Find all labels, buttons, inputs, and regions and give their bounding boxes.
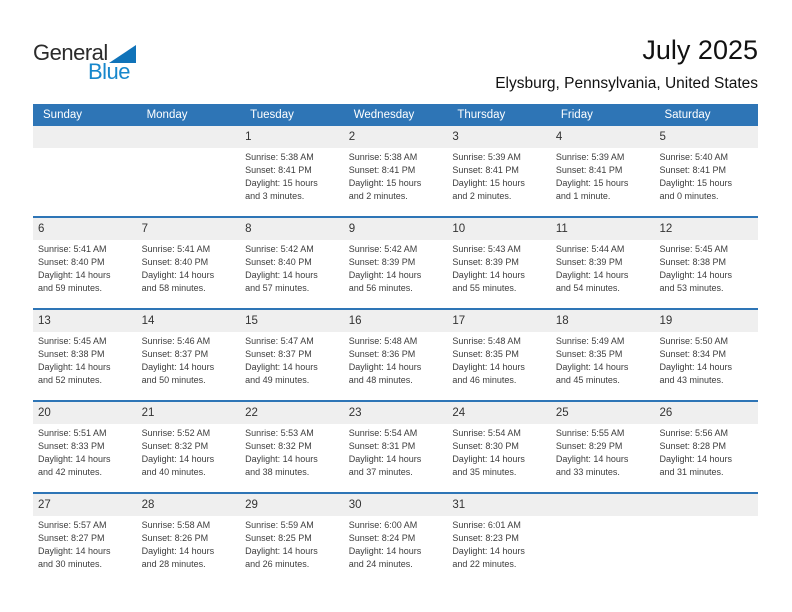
sunrise-text: Sunrise: 5:48 AM — [348, 336, 418, 346]
day-details — [240, 240, 344, 295]
sunrise-text: Sunrise: 6:00 AM — [348, 520, 418, 530]
daylight-hours-text: Daylight: 14 hours — [659, 270, 733, 280]
sunrise-text: Sunrise: 5:42 AM — [245, 244, 314, 254]
day-cell-14 — [137, 310, 241, 387]
sunset-text: Sunset: 8:30 PM — [452, 441, 519, 451]
day-details — [447, 424, 551, 479]
week-row — [33, 216, 758, 308]
sunrise-text: Sunrise: 5:58 AM — [141, 520, 211, 530]
sunrise-text: Sunrise: 5:52 AM — [141, 428, 211, 438]
daylight-hours-text: Daylight: 14 hours — [141, 454, 215, 464]
day-number: 18 — [555, 315, 569, 327]
weekday-header-sunday: Sunday — [43, 109, 83, 121]
day-number: 20 — [38, 407, 51, 419]
week-cells — [33, 310, 758, 387]
daylight-hours-text: Daylight: 14 hours — [452, 362, 525, 372]
daylight-hours-text: Daylight: 14 hours — [245, 362, 318, 372]
daylight-minutes-text: and 52 minutes. — [38, 375, 103, 385]
daylight-minutes-text: and 0 minutes. — [659, 191, 719, 201]
sunset-text: Sunset: 8:38 PM — [659, 257, 727, 267]
daylight-minutes-text: and 55 minutes. — [452, 283, 517, 293]
daylight-minutes-text: and 28 minutes. — [141, 559, 206, 569]
daylight-hours-text: Daylight: 14 hours — [38, 546, 111, 556]
day-details — [551, 332, 655, 387]
day-number: 27 — [38, 499, 51, 511]
daylight-minutes-text: and 35 minutes. — [452, 467, 517, 477]
day-cell-16 — [344, 310, 448, 387]
day-cell-28 — [137, 494, 241, 571]
day-number: 2 — [348, 131, 356, 143]
daylight-minutes-text: and 2 minutes. — [452, 191, 512, 201]
day-details — [654, 240, 758, 295]
daylight-hours-text: Daylight: 14 hours — [555, 454, 629, 464]
daylight-hours-text: Daylight: 15 hours — [555, 178, 629, 188]
sunset-text: Sunset: 8:41 PM — [555, 165, 623, 175]
sunset-text: Sunset: 8:41 PM — [245, 165, 312, 175]
sunrise-text: Sunrise: 5:42 AM — [348, 244, 418, 254]
sunset-text: Sunset: 8:27 PM — [38, 533, 105, 543]
week-row — [33, 126, 758, 216]
daylight-minutes-text: and 2 minutes. — [348, 191, 408, 201]
day-number: 17 — [452, 315, 466, 327]
day-details — [447, 148, 551, 203]
day-details — [654, 424, 758, 479]
sunrise-text: Sunrise: 5:39 AM — [452, 152, 521, 162]
daylight-minutes-text: and 38 minutes. — [245, 467, 310, 477]
sunrise-text: Sunrise: 5:41 AM — [38, 244, 107, 254]
day-details — [33, 424, 137, 479]
day-cell-23 — [344, 402, 448, 479]
sunset-text: Sunset: 8:40 PM — [141, 257, 209, 267]
day-details — [344, 516, 448, 571]
day-cell-25 — [551, 402, 655, 479]
daylight-minutes-text: and 40 minutes. — [141, 467, 206, 477]
daylight-hours-text: Daylight: 14 hours — [38, 270, 111, 280]
sunset-text: Sunset: 8:39 PM — [452, 257, 519, 267]
daylight-minutes-text: and 42 minutes. — [38, 467, 103, 477]
daylight-minutes-text: and 43 minutes. — [659, 375, 724, 385]
sunrise-text: Sunrise: 5:51 AM — [38, 428, 107, 438]
day-number: 9 — [348, 223, 356, 235]
sunset-text: Sunset: 8:39 PM — [555, 257, 623, 267]
daylight-minutes-text: and 54 minutes. — [555, 283, 620, 293]
weekday-header-friday: Friday — [560, 109, 593, 121]
daylight-hours-text: Daylight: 14 hours — [245, 546, 318, 556]
sunrise-text: Sunrise: 5:48 AM — [452, 336, 521, 346]
day-number: 7 — [141, 223, 148, 235]
sunrise-text: Sunrise: 5:49 AM — [555, 336, 625, 346]
sunset-text: Sunset: 8:35 PM — [555, 349, 623, 359]
daylight-hours-text: Daylight: 14 hours — [659, 362, 733, 372]
daylight-minutes-text: and 50 minutes. — [141, 375, 206, 385]
daylight-hours-text: Daylight: 14 hours — [452, 270, 525, 280]
sunset-text: Sunset: 8:41 PM — [348, 165, 416, 175]
sunrise-text: Sunrise: 6:01 AM — [452, 520, 521, 530]
day-cell-7 — [137, 218, 241, 295]
daylight-hours-text: Daylight: 14 hours — [245, 270, 318, 280]
day-details — [240, 332, 344, 387]
daylight-hours-text: Daylight: 14 hours — [555, 270, 629, 280]
day-number: 16 — [348, 315, 362, 327]
sunset-text: Sunset: 8:31 PM — [348, 441, 416, 451]
sunrise-text: Sunrise: 5:50 AM — [659, 336, 729, 346]
day-cell-18 — [551, 310, 655, 387]
day-number: 8 — [245, 223, 252, 235]
day-number: 3 — [452, 131, 459, 143]
day-cell-30 — [344, 494, 448, 571]
daylight-minutes-text: and 31 minutes. — [659, 467, 724, 477]
day-cell-21 — [137, 402, 241, 479]
sunset-text: Sunset: 8:37 PM — [245, 349, 312, 359]
day-number: 31 — [452, 499, 466, 511]
day-cell-22 — [240, 402, 344, 479]
daylight-minutes-text: and 53 minutes. — [659, 283, 724, 293]
day-cell-27 — [33, 494, 137, 571]
sunset-text: Sunset: 8:36 PM — [348, 349, 416, 359]
day-number: 25 — [555, 407, 569, 419]
daylight-minutes-text: and 46 minutes. — [452, 375, 517, 385]
daylight-hours-text: Daylight: 14 hours — [141, 546, 215, 556]
sunrise-text: Sunrise: 5:40 AM — [659, 152, 729, 162]
empty-day-cell — [137, 126, 241, 203]
daylight-hours-text: Daylight: 14 hours — [348, 270, 422, 280]
sunset-text: Sunset: 8:41 PM — [452, 165, 519, 175]
day-number: 14 — [141, 315, 155, 327]
day-cell-8 — [240, 218, 344, 295]
sunrise-text: Sunrise: 5:56 AM — [659, 428, 729, 438]
daylight-minutes-text: and 59 minutes. — [38, 283, 103, 293]
day-details — [551, 424, 655, 479]
day-cell-13 — [33, 310, 137, 387]
day-details — [33, 332, 137, 387]
daylight-minutes-text: and 26 minutes. — [245, 559, 310, 569]
day-number: 12 — [659, 223, 673, 235]
day-cell-17 — [447, 310, 551, 387]
sunset-text: Sunset: 8:25 PM — [245, 533, 312, 543]
day-number: 19 — [659, 315, 673, 327]
weekday-header-wednesday: Wednesday — [353, 109, 415, 121]
day-number: 10 — [452, 223, 466, 235]
daylight-hours-text: Daylight: 14 hours — [38, 454, 111, 464]
weekday-header-saturday: Saturday — [664, 109, 711, 121]
day-cell-26 — [654, 402, 758, 479]
daylight-hours-text: Daylight: 15 hours — [452, 178, 525, 188]
day-details — [137, 516, 241, 571]
day-details — [551, 148, 655, 203]
daylight-hours-text: Daylight: 14 hours — [659, 454, 733, 464]
weekday-header-thursday: Thursday — [457, 109, 506, 121]
sunset-text: Sunset: 8:24 PM — [348, 533, 416, 543]
day-cell-3 — [447, 126, 551, 203]
sunrise-text: Sunrise: 5:59 AM — [245, 520, 314, 530]
daylight-minutes-text: and 1 minute. — [555, 191, 611, 201]
daylight-minutes-text: and 24 minutes. — [348, 559, 413, 569]
day-details — [240, 424, 344, 479]
daylight-hours-text: Daylight: 15 hours — [245, 178, 318, 188]
day-number: 11 — [555, 223, 568, 235]
day-cell-6 — [33, 218, 137, 295]
day-number: 5 — [659, 131, 666, 143]
day-number: 4 — [555, 131, 563, 143]
empty-day-cell — [33, 126, 137, 203]
sunset-text: Sunset: 8:26 PM — [141, 533, 209, 543]
daylight-hours-text: Daylight: 14 hours — [141, 270, 215, 280]
daylight-hours-text: Daylight: 14 hours — [38, 362, 111, 372]
daylight-hours-text: Daylight: 14 hours — [141, 362, 215, 372]
sunset-text: Sunset: 8:29 PM — [555, 441, 623, 451]
daylight-minutes-text: and 30 minutes. — [38, 559, 103, 569]
daylight-hours-text: Daylight: 14 hours — [452, 546, 525, 556]
day-details — [447, 332, 551, 387]
day-details — [447, 240, 551, 295]
empty-day-cell — [654, 494, 758, 571]
sunrise-text: Sunrise: 5:55 AM — [555, 428, 625, 438]
day-cell-24 — [447, 402, 551, 479]
general-blue-logo — [33, 40, 136, 85]
week-row — [33, 400, 758, 492]
sunset-text: Sunset: 8:33 PM — [38, 441, 105, 451]
day-details — [654, 148, 758, 203]
day-details — [137, 424, 241, 479]
calendar-table — [33, 104, 758, 584]
daylight-hours-text: Daylight: 15 hours — [348, 178, 422, 188]
daylight-minutes-text: and 57 minutes. — [245, 283, 310, 293]
sunrise-text: Sunrise: 5:57 AM — [38, 520, 107, 530]
day-cell-11 — [551, 218, 655, 295]
day-details — [654, 332, 758, 387]
week-cells — [33, 218, 758, 295]
daylight-minutes-text: and 22 minutes. — [452, 559, 517, 569]
day-cell-10 — [447, 218, 551, 295]
daylight-hours-text: Daylight: 14 hours — [348, 454, 422, 464]
day-cell-29 — [240, 494, 344, 571]
day-cell-9 — [344, 218, 448, 295]
week-cells — [33, 126, 758, 203]
logo-text-general: General — [33, 40, 108, 65]
sunrise-text: Sunrise: 5:53 AM — [245, 428, 314, 438]
weekday-header-tuesday: Tuesday — [250, 109, 294, 121]
daylight-hours-text: Daylight: 15 hours — [659, 178, 733, 188]
day-cell-2 — [344, 126, 448, 203]
sunset-text: Sunset: 8:34 PM — [659, 349, 727, 359]
daylight-minutes-text: and 56 minutes. — [348, 283, 413, 293]
day-cell-20 — [33, 402, 137, 479]
day-cell-19 — [654, 310, 758, 387]
sunrise-text: Sunrise: 5:44 AM — [555, 244, 625, 254]
day-number: 22 — [245, 407, 258, 419]
day-number: 15 — [245, 315, 258, 327]
day-number: 21 — [141, 407, 155, 419]
day-details — [551, 240, 655, 295]
day-details — [240, 148, 344, 203]
daylight-minutes-text: and 3 minutes. — [245, 191, 305, 201]
page-title: July 2025 — [642, 35, 758, 65]
location-subtitle: Elysburg, Pennsylvania, United States — [495, 75, 758, 92]
day-cell-1 — [240, 126, 344, 203]
day-number: 26 — [659, 407, 673, 419]
week-row — [33, 492, 758, 584]
day-number: 23 — [348, 407, 362, 419]
day-number: 29 — [245, 499, 258, 511]
day-details — [344, 148, 448, 203]
sunrise-text: Sunrise: 5:45 AM — [659, 244, 729, 254]
sunset-text: Sunset: 8:28 PM — [659, 441, 727, 451]
weekday-header-row — [33, 104, 758, 126]
sunset-text: Sunset: 8:35 PM — [452, 349, 519, 359]
sunrise-text: Sunrise: 5:38 AM — [348, 152, 418, 162]
sunset-text: Sunset: 8:39 PM — [348, 257, 416, 267]
day-cell-15 — [240, 310, 344, 387]
day-details — [344, 240, 448, 295]
sunrise-text: Sunrise: 5:47 AM — [245, 336, 314, 346]
day-details — [137, 240, 241, 295]
sunrise-text: Sunrise: 5:41 AM — [141, 244, 211, 254]
sunset-text: Sunset: 8:37 PM — [141, 349, 209, 359]
week-cells — [33, 494, 758, 571]
day-cell-4 — [551, 126, 655, 203]
daylight-minutes-text: and 48 minutes. — [348, 375, 413, 385]
day-cell-12 — [654, 218, 758, 295]
day-details — [447, 516, 551, 571]
day-details — [33, 240, 137, 295]
daylight-minutes-text: and 45 minutes. — [555, 375, 620, 385]
sunset-text: Sunset: 8:40 PM — [38, 257, 105, 267]
sunset-text: Sunset: 8:32 PM — [141, 441, 209, 451]
sunrise-text: Sunrise: 5:45 AM — [38, 336, 107, 346]
daylight-hours-text: Daylight: 14 hours — [555, 362, 629, 372]
sunrise-text: Sunrise: 5:43 AM — [452, 244, 521, 254]
day-number: 6 — [38, 223, 45, 235]
sunrise-text: Sunrise: 5:54 AM — [452, 428, 521, 438]
daylight-minutes-text: and 49 minutes. — [245, 375, 310, 385]
title-block — [495, 35, 758, 93]
daylight-hours-text: Daylight: 14 hours — [348, 362, 422, 372]
week-cells — [33, 402, 758, 479]
week-row — [33, 308, 758, 400]
daylight-minutes-text: and 58 minutes. — [141, 283, 206, 293]
day-number: 1 — [245, 131, 252, 143]
daylight-hours-text: Daylight: 14 hours — [452, 454, 525, 464]
weeks-container — [33, 126, 758, 584]
day-details — [240, 516, 344, 571]
day-details — [344, 424, 448, 479]
day-details — [33, 516, 137, 571]
daylight-hours-text: Daylight: 14 hours — [348, 546, 422, 556]
sunset-text: Sunset: 8:41 PM — [659, 165, 727, 175]
sunset-text: Sunset: 8:32 PM — [245, 441, 312, 451]
empty-day-cell — [551, 494, 655, 571]
day-cell-31 — [447, 494, 551, 571]
day-number: 24 — [452, 407, 466, 419]
day-details — [344, 332, 448, 387]
sunset-text: Sunset: 8:40 PM — [245, 257, 312, 267]
daylight-minutes-text: and 33 minutes. — [555, 467, 620, 477]
daylight-hours-text: Daylight: 14 hours — [245, 454, 318, 464]
weekday-header-monday: Monday — [146, 109, 188, 121]
sunrise-text: Sunrise: 5:54 AM — [348, 428, 418, 438]
sunset-text: Sunset: 8:23 PM — [452, 533, 519, 543]
logo-text-blue: Blue — [88, 59, 131, 84]
day-details — [137, 332, 241, 387]
day-number: 30 — [348, 499, 362, 511]
day-cell-5 — [654, 126, 758, 203]
day-number: 28 — [141, 499, 155, 511]
daylight-minutes-text: and 37 minutes. — [348, 467, 413, 477]
sunrise-text: Sunrise: 5:46 AM — [141, 336, 211, 346]
sunrise-text: Sunrise: 5:39 AM — [555, 152, 625, 162]
sunrise-text: Sunrise: 5:38 AM — [245, 152, 314, 162]
day-number: 13 — [38, 315, 51, 327]
sunset-text: Sunset: 8:38 PM — [38, 349, 105, 359]
